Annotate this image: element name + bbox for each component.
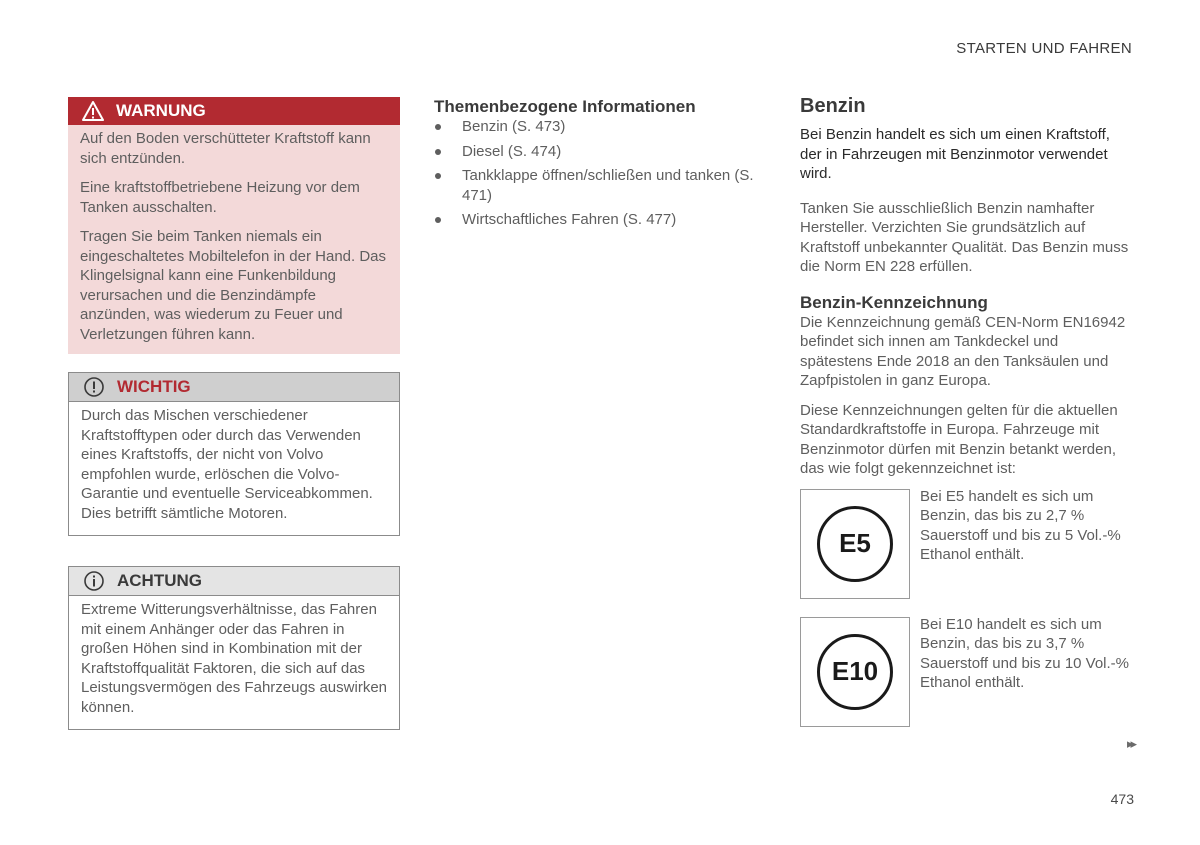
continue-icon: ▸▸ — [1126, 736, 1134, 751]
section-header: STARTEN UND FAHREN — [956, 40, 1132, 57]
note-body — [69, 596, 399, 729]
important-title: WICHTIG — [117, 377, 191, 397]
related-info-column — [434, 97, 754, 235]
benzin-label-paragraph: Diese Kennzeichnungen gelten für die aktuellen Standardkraftstoffe in Europa. Fahrzeuge mit Benzinmotor dürfen mit Benzin betankt werden, das wie folgt gekennzeichnet ist: — [800, 401, 1118, 477]
bullet-icon — [435, 149, 441, 155]
warning-triangle-icon — [82, 100, 104, 122]
benzin-lead: Bei Benzin handelt es sich um einen Kraftstoff, der in Fahrzeugen mit Benzinmotor verwendet wird. — [800, 126, 1110, 182]
notices-column — [68, 97, 400, 748]
important-body — [69, 402, 399, 535]
bullet-icon — [435, 124, 441, 130]
warning-header — [68, 97, 400, 125]
warning-paragraph: Tragen Sie beim Tanken niemals ein eingeschaltetes Mobiltelefon in der Hand. Das Klingelsignal kann eine Funkenbildung verursachen und die Benzindämpfe anzünden, was wiederum zu Feuer und Verletzungen führen kann. — [80, 228, 387, 343]
note-box — [68, 566, 400, 730]
page-number: 473 — [1110, 791, 1134, 807]
warning-paragraph: Eine kraftstoffbetriebene Heizung vor dem Tanken ausschalten. — [80, 179, 360, 216]
benzin-body: Tanken Sie ausschließlich Benzin namhafter Hersteller. Verzichten Sie grundsätzlich auf Kraftstoff unbekannter Qualität. Das Benzin muss die Norm EN 228 erfüllen. — [800, 199, 1129, 275]
fuel-label-row — [800, 489, 1134, 599]
e5-label-icon: E5 — [817, 506, 893, 582]
exclamation-circle-icon — [83, 376, 105, 398]
fuel-label-description: Bei E5 handelt es sich um Benzin, das bis zu 2,7 % Sauerstoff und bis zu 5 Vol.-% Ethanol enthält. — [920, 487, 1121, 563]
related-link[interactable]: Benzin (S. 473) — [434, 117, 754, 137]
important-box — [68, 372, 400, 536]
benzin-title: Benzin — [800, 95, 866, 117]
warning-body — [68, 125, 400, 354]
warning-title: WARNUNG — [116, 101, 206, 121]
benzin-column — [800, 97, 1134, 727]
note-header — [69, 567, 399, 596]
fuel-label-row — [800, 617, 1134, 727]
important-header — [69, 373, 399, 402]
info-circle-icon — [83, 570, 105, 592]
note-text: Extreme Witterungsverhältnisse, das Fahren mit einem Anhänger oder das Fahren in großen Höhen sind in Kombination mit der Kraftstoffqualität Faktoren, die sich auf das Leistungsvermögen des Fahrzeugs auswirken können. — [81, 601, 387, 716]
fuel-label-image — [800, 617, 910, 727]
related-link[interactable]: Tankklappe öffnen/schließen und tanken (S. 471) — [434, 166, 754, 205]
related-link[interactable]: Wirtschaftliches Fahren (S. 477) — [434, 210, 754, 230]
benzin-label-paragraph: Die Kennzeichnung gemäß CEN-Norm EN16942 befindet sich innen am Tankdeckel und spätestens Ende 2018 an den Tanksäulen und Zapfpistolen in ganz Europa. — [800, 313, 1126, 389]
benzin-label-subtitle: Benzin-Kennzeichnung — [800, 292, 988, 312]
e10-label-icon: E10 — [817, 634, 893, 710]
important-text: Durch das Mischen verschiedener Kraftstofftypen oder durch das Verwenden eines Kraftstoffs, der nicht von Volvo empfohlen wurde, erlöschen die Volvo-Garantie und eventuelle Serviceabkommen. Dies betrifft sämtliche Motoren. — [81, 407, 373, 522]
bullet-icon — [435, 173, 441, 179]
warning-box — [68, 97, 400, 354]
fuel-label-image — [800, 489, 910, 599]
related-link[interactable]: Diesel (S. 474) — [434, 142, 754, 162]
note-title: ACHTUNG — [117, 571, 202, 591]
fuel-label-description: Bei E10 handelt es sich um Benzin, das bis zu 3,7 % Sauerstoff und bis zu 10 Vol.-% Ethanol enthält. — [920, 615, 1130, 691]
related-info-title: Themenbezogene Informationen — [434, 97, 696, 116]
bullet-icon — [435, 217, 441, 223]
warning-paragraph: Auf den Boden verschütteter Kraftstoff kann sich entzünden. — [80, 130, 371, 167]
related-info-list — [434, 117, 754, 230]
